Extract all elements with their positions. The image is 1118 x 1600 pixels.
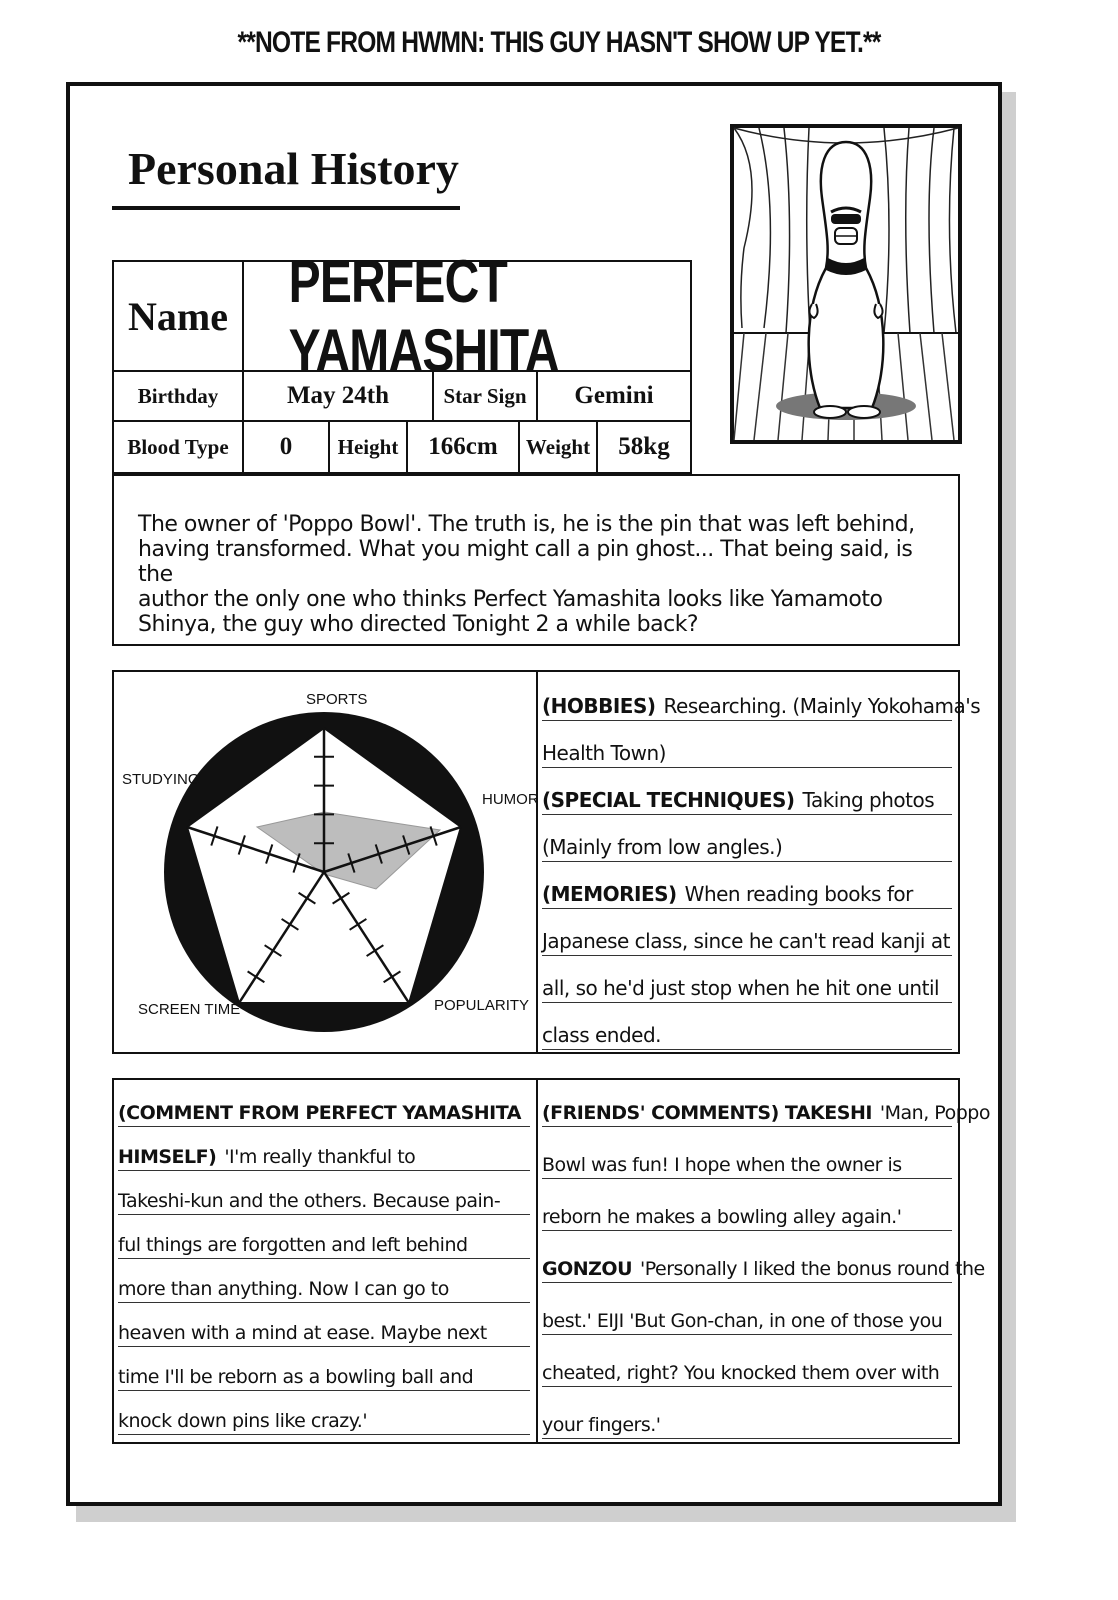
line-text: heaven with a mind at ease. Maybe next	[118, 1322, 487, 1344]
axis-label-humor: HUMOR	[482, 791, 539, 808]
weight-value: 58kg	[618, 433, 670, 460]
line-text: time I'll be reborn as a bowling ball and	[118, 1366, 474, 1388]
line-text: knock down pins like crazy.'	[118, 1410, 368, 1432]
section-keyword: (FRIENDS' COMMENTS) TAKESHI	[542, 1102, 872, 1124]
birthday-value: May 24th	[286, 382, 390, 409]
ruled-text-line	[118, 1212, 530, 1259]
line-text: (Mainly from low angles.)	[542, 835, 783, 859]
section-keyword: (MEMORIES)	[542, 882, 677, 906]
ruled-text-line	[542, 1132, 952, 1179]
translator-note: **NOTE FROM HWMN: THIS GUY HASN'T SHOW UP YET.**	[237, 26, 881, 59]
ruled-text-line	[542, 1392, 952, 1439]
page-title: Personal History	[128, 143, 459, 194]
details-box	[536, 670, 981, 1054]
weight-label-cell	[518, 420, 598, 474]
ruled-text-line	[542, 721, 952, 768]
ruled-text-line	[542, 815, 952, 862]
line-text: 'Man, Poppo	[879, 1102, 990, 1124]
section-keyword: (SPECIAL TECHNIQUES)	[542, 788, 795, 812]
character-name: PERFECT YAMASHITA	[288, 248, 559, 384]
friends-comment-box	[536, 1078, 990, 1444]
ruled-text-line	[118, 1168, 530, 1215]
star-sign-label: Star Sign	[443, 383, 527, 408]
line-text: Bowl was fun! I hope when the owner is	[542, 1154, 902, 1176]
birthday-label-cell	[112, 370, 244, 422]
line-text: When reading books for	[684, 882, 913, 906]
ruled-text-line	[542, 956, 952, 1003]
section-keyword: GONZOU	[542, 1258, 633, 1280]
axis-label-studying: STUDYING	[122, 771, 200, 788]
title-underline	[112, 206, 460, 210]
height-label-cell	[328, 420, 408, 474]
blood-type-value: 0	[279, 433, 293, 460]
ruled-text-line	[118, 1344, 530, 1391]
weight-label: Weight	[525, 434, 591, 459]
ruled-text-line	[118, 1080, 530, 1127]
section-keyword: (COMMENT FROM PERFECT YAMASHITA	[118, 1102, 521, 1124]
birthday-value-cell	[242, 370, 434, 422]
ruled-text-line	[118, 1124, 530, 1171]
birthday-label: Birthday	[137, 383, 219, 408]
ruled-text-line	[118, 1300, 530, 1347]
description-box	[112, 474, 960, 646]
self-comment-box	[112, 1078, 538, 1444]
line-text: all, so he'd just stop when he hit one until	[542, 976, 940, 1000]
line-text: cheated, right? You knocked them over with	[542, 1362, 940, 1384]
line-text: Takeshi-kun and the others. Because pain-	[118, 1190, 501, 1212]
weight-value-cell	[596, 420, 692, 474]
ruled-text-line	[542, 1003, 952, 1050]
ruled-text-line	[118, 1388, 530, 1435]
character-portrait	[730, 124, 962, 444]
line-text: your fingers.'	[542, 1414, 661, 1436]
ruled-text-line	[542, 862, 952, 909]
star-sign-value: Gemini	[574, 382, 654, 409]
star-sign-label-cell	[432, 370, 538, 422]
blood-type-label-cell	[112, 420, 244, 474]
height-label: Height	[337, 434, 399, 459]
name-label: Name	[128, 293, 228, 339]
line-text: 'I'm really thankful to	[224, 1146, 416, 1168]
line-text: ful things are forgotten and left behind	[118, 1234, 468, 1256]
line-text: 'Personally I liked the bonus round the	[640, 1258, 985, 1280]
height-value-cell	[406, 420, 520, 474]
line-text: Japanese class, since he can't read kanji at	[542, 929, 950, 953]
profile-card	[66, 82, 1002, 1506]
stats-radar-chart	[114, 672, 539, 1052]
ruled-text-line	[542, 1236, 985, 1283]
line-text: reborn he makes a bowling alley again.'	[542, 1206, 902, 1228]
ruled-text-line	[542, 674, 981, 721]
line-text: Researching. (Mainly Yokohama's	[663, 694, 981, 718]
bowling-pin-character-illustration	[734, 128, 958, 440]
ruled-text-line	[542, 1184, 952, 1231]
line-text: Taking photos	[802, 788, 935, 812]
description-line: The owner of 'Poppo Bowl'. The truth is, he is the pin that was left behind,	[138, 512, 915, 537]
section-keyword: HIMSELF)	[118, 1146, 217, 1168]
ruled-text-line	[542, 768, 952, 815]
ruled-text-line	[118, 1256, 530, 1303]
ruled-text-line	[542, 909, 952, 956]
stats-chart-box	[112, 670, 538, 1054]
blood-type-label: Blood Type	[127, 434, 229, 459]
ruled-text-line	[542, 1080, 990, 1127]
ruled-text-line	[542, 1288, 952, 1335]
line-text: more than anything. Now I can go to	[118, 1278, 449, 1300]
blood-type-value-cell	[242, 420, 330, 474]
ruled-text-line	[542, 1340, 952, 1387]
line-text: Health Town)	[542, 741, 666, 765]
description-line: having transformed. What you might call a pin ghost... That being said, is the	[138, 537, 913, 587]
axis-label-sports: SPORTS	[306, 691, 368, 708]
description-line: Shinya, the guy who directed Tonight 2 a while back?	[138, 612, 699, 637]
star-sign-value-cell	[536, 370, 692, 422]
line-text: best.' EIJI 'But Gon-chan, in one of those you	[542, 1310, 943, 1332]
height-value: 166cm	[428, 433, 498, 460]
axis-label-popularity: POPULARITY	[434, 997, 530, 1014]
name-label-cell	[112, 260, 244, 372]
axis-label-screen-time: SCREEN TIME	[138, 1001, 241, 1018]
description-line: author the only one who thinks Perfect Yamashita looks like Yamamoto	[138, 587, 883, 612]
section-keyword: (HOBBIES)	[542, 694, 656, 718]
line-text: class ended.	[542, 1023, 662, 1047]
name-value-cell	[242, 248, 692, 384]
